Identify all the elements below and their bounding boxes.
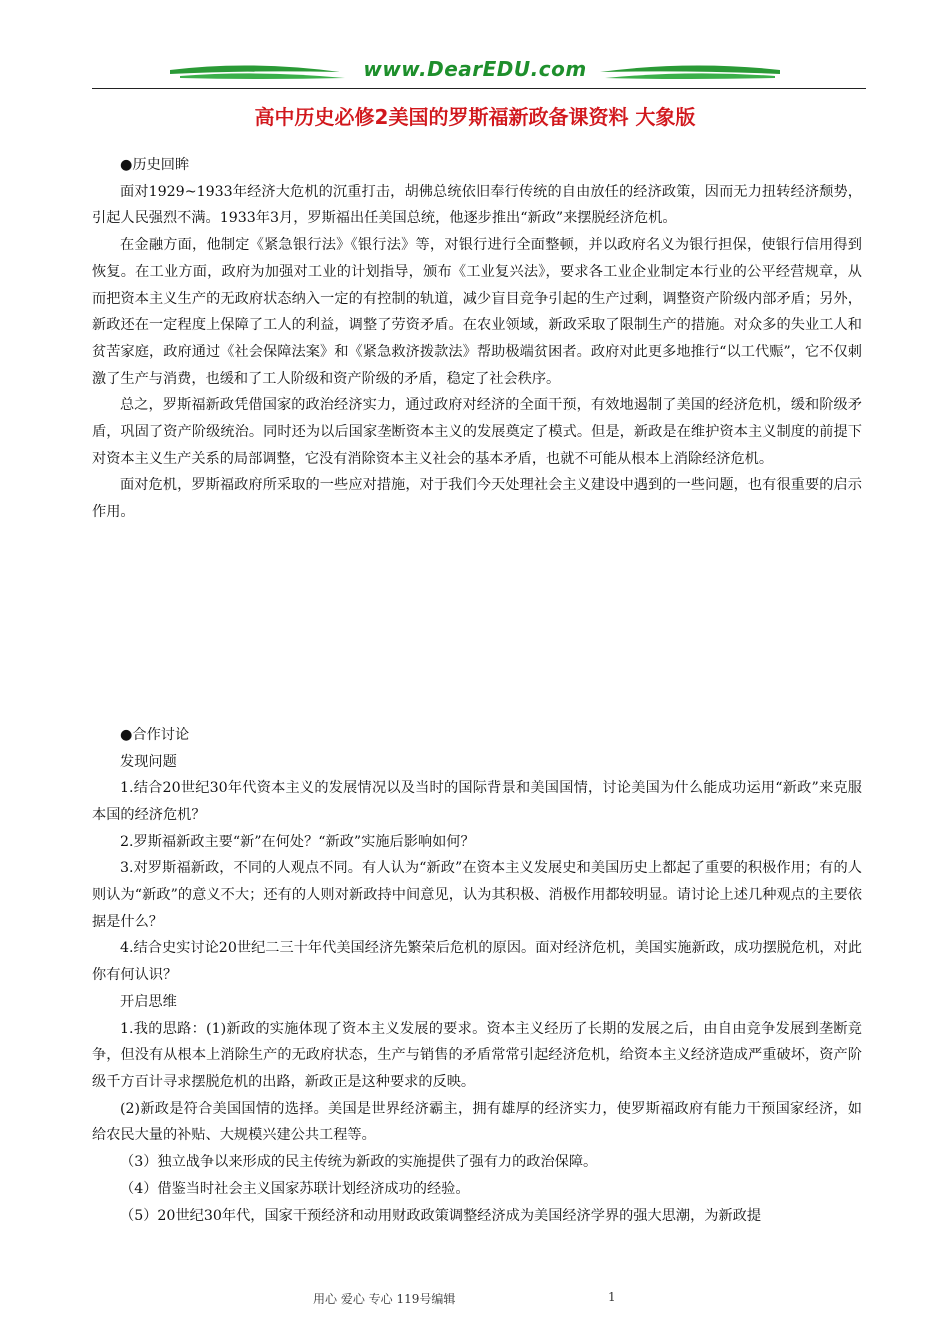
site-logo-text: www.DearEDU.com [363, 57, 587, 81]
question-item: 4.结合史实讨论20世纪二三十年代美国经济先繁荣后危机的原因。面对经济危机，美国实施新政，成功摆脱危机，对此你有何认识？ [92, 940, 862, 984]
section-heading: ●合作讨论 [120, 726, 190, 743]
question-item: 2.罗斯福新政主要“新”在何处？“新政”实施后影响如何？ [120, 833, 475, 850]
paragraph: 在金融方面，他制定《紧急银行法》《银行法》等，对银行进行全面整顿，并以政府名义为银行担保，使银行信用得到恢复。在工业方面，政府为加强对工业的计划指导，颁布《工业复兴法》，要求各工业企业制定本行业的公平经营规章，从而把资本主义生产的无政府状态纳入一定的有控制的轨道，减少盲目竞争引起的生产过剩，调整资产阶级内部矛盾；另外，新政还在一定程度上保障了工人的利益，调整了劳资矛盾。在农业领域，新政采取了限制生产的措施。对众多的失业工人和贫苦家庭，政府通过《社会保障法案》和《紧急救济拨款法》帮助极端贫困者。政府对此更多地推行“以工代赈”，它不仅刺激了生产与消费，也缓和了工人阶级和资产阶级的矛盾，稳定了社会秩序。 [92, 237, 862, 387]
blank-space [92, 526, 862, 722]
page-title: 高中历史必修2美国的罗斯福新政备课资料 大象版 [254, 105, 696, 129]
answer-item: （4）借鉴当时社会主义国家苏联计划经济成功的经验。 [120, 1180, 470, 1197]
answer-item: 1.我的思路：(1)新政的实施体现了资本主义发展的要求。资本主义经历了长期的发展之后，由自由竞争发展到垄断竞争，但没有从根本上消除生产的无政府状态，生产与销售的矛盾常常引起经济危机，给资本主义经济造成严重破坏，资产阶级千方百计寻求摆脱危机的出路，新政正是这种要求的反映。 [92, 1020, 862, 1090]
subheading: 开启思维 [120, 993, 177, 1010]
document-body [92, 152, 862, 1229]
page-number: 1 [608, 1290, 616, 1304]
subheading: 发现问题 [120, 753, 177, 770]
paragraph: 面对1929~1933年经济大危机的沉重打击，胡佛总统依旧奉行传统的自由放任的经济政策，因而无力扭转经济颓势，引起人民强烈不满。1933年3月，罗斯福出任美国总统，他逐步推出“新政”来摆脱经济危机。 [92, 183, 862, 227]
section-heading: ●历史回眸 [120, 157, 190, 173]
paragraph: 面对危机，罗斯福政府所采取的一些应对措施，对于我们今天处理社会主义建设中遇到的一些问题，也有很重要的启示作用。 [92, 477, 862, 521]
answer-item: （5）20世纪30年代，国家干预经济和动用财政政策调整经济成为美国经济学界的强大思潮，为新政提 [120, 1207, 762, 1224]
footer-editor-text: 用心 爱心 专心 119号编辑 [313, 1292, 456, 1306]
page-footer [0, 1290, 950, 1310]
paragraph: 总之，罗斯福新政凭借国家的政治经济实力，通过政府对经济的全面干预，有效地遏制了美国的经济危机，缓和阶级矛盾，巩固了资产阶级统治。同时还为以后国家垄断资本主义的发展奠定了模式。但是，新政是在维护资本主义制度的前提下对资本主义生产关系的局部调整，它没有消除资本主义社会的基本矛盾，也就不可能从根本上消除经济危机。 [92, 397, 862, 467]
header-rule [92, 88, 866, 89]
site-header [0, 56, 950, 92]
question-item: 3.对罗斯福新政，不同的人观点不同。有人认为“新政”在资本主义发展史和美国历史上都起了重要的积极作用；有的人则认为“新政”的意义不大；还有的人则对新政持中间意见，认为其积极、消极作用都较明显。请讨论上述几种观点的主要依据是什么？ [92, 860, 862, 930]
answer-item: （3）独立战争以来形成的民主传统为新政的实施提供了强有力的政治保障。 [120, 1154, 598, 1171]
question-item: 1.结合20世纪30年代资本主义的发展情况以及当时的国际背景和美国国情，讨论美国为什么能成功运用“新政”来克服本国的经济危机？ [92, 780, 862, 823]
answer-item: (2)新政是符合美国国情的选择。美国是世界经济霸主，拥有雄厚的经济实力，使罗斯福政府有能力干预国家经济，如给农民大量的补贴、大规模兴建公共工程等。 [92, 1100, 862, 1144]
